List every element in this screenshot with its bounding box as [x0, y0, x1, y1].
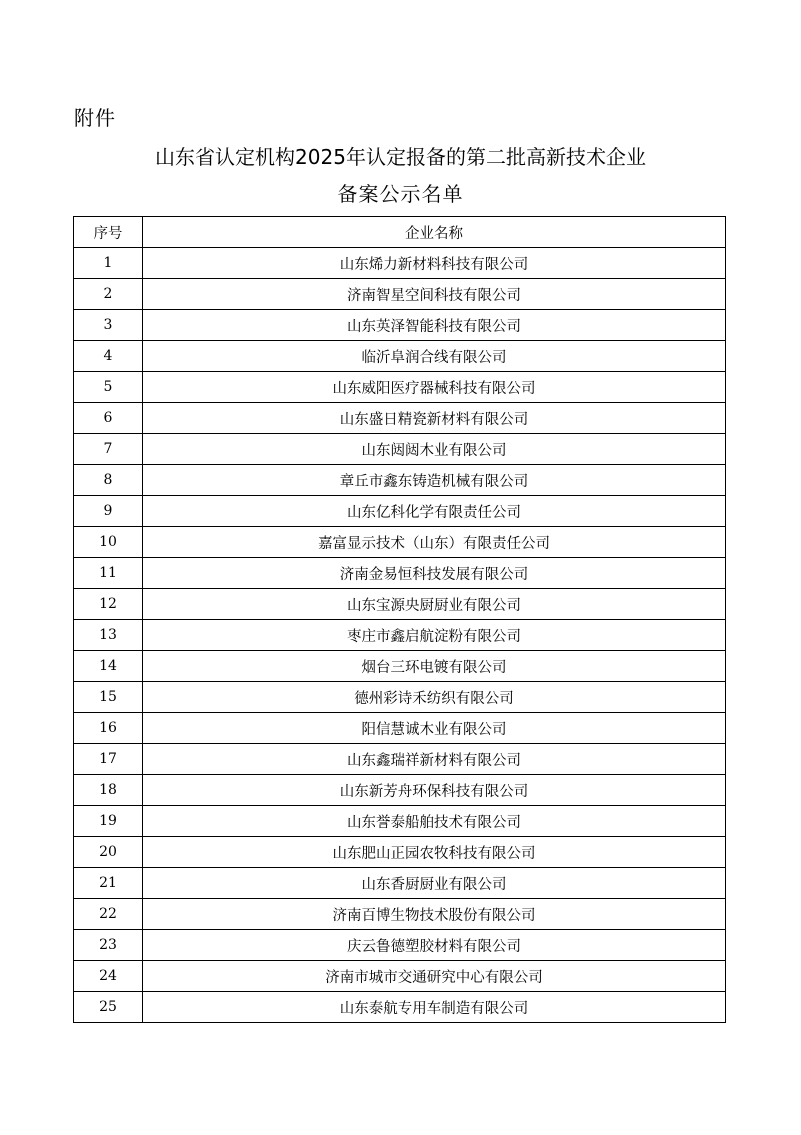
row-number: 20 [74, 837, 143, 868]
table-row [74, 465, 726, 496]
company-name: 阳信慧诚木业有限公司 [143, 713, 726, 744]
row-number: 14 [74, 651, 143, 682]
row-number: 6 [74, 403, 143, 434]
company-name: 临沂阜润合线有限公司 [143, 341, 726, 372]
row-number: 19 [74, 806, 143, 837]
company-name: 山东烯力新材料科技有限公司 [143, 248, 726, 279]
table-row [74, 558, 726, 589]
row-number: 3 [74, 310, 143, 341]
company-name: 章丘市鑫东铸造机械有限公司 [143, 465, 726, 496]
table-row [74, 837, 726, 868]
row-number: 2 [74, 279, 143, 310]
table-header-row [74, 217, 726, 248]
company-name: 山东英泽智能科技有限公司 [143, 310, 726, 341]
row-number: 7 [74, 434, 143, 465]
table-row [74, 434, 726, 465]
table-row [74, 930, 726, 961]
row-number: 21 [74, 868, 143, 899]
table-row [74, 496, 726, 527]
company-name: 山东肥山正园农牧科技有限公司 [143, 837, 726, 868]
header-serial-number: 序号 [74, 217, 143, 248]
table-row [74, 341, 726, 372]
table-row [74, 775, 726, 806]
table-row [74, 651, 726, 682]
table-row [74, 868, 726, 899]
company-name: 山东香厨厨业有限公司 [143, 868, 726, 899]
row-number: 24 [74, 961, 143, 992]
company-name: 嘉富显示技术（山东）有限责任公司 [143, 527, 726, 558]
table-row [74, 589, 726, 620]
company-name: 枣庄市鑫启航淀粉有限公司 [143, 620, 726, 651]
row-number: 17 [74, 744, 143, 775]
row-number: 23 [74, 930, 143, 961]
table-row [74, 403, 726, 434]
row-number: 4 [74, 341, 143, 372]
row-number: 5 [74, 372, 143, 403]
company-name: 德州彩诗禾纺织有限公司 [143, 682, 726, 713]
table-row [74, 682, 726, 713]
table-row [74, 248, 726, 279]
row-number: 25 [74, 992, 143, 1023]
table-row [74, 372, 726, 403]
row-number: 22 [74, 899, 143, 930]
table-row [74, 992, 726, 1023]
company-name: 济南金易恒科技发展有限公司 [143, 558, 726, 589]
company-name: 山东亿科化学有限责任公司 [143, 496, 726, 527]
row-number: 18 [74, 775, 143, 806]
table-row [74, 310, 726, 341]
company-name: 烟台三环电镀有限公司 [143, 651, 726, 682]
header-company-name: 企业名称 [143, 217, 726, 248]
company-name: 济南智星空间科技有限公司 [143, 279, 726, 310]
row-number: 9 [74, 496, 143, 527]
row-number: 8 [74, 465, 143, 496]
company-name: 济南市城市交通研究中心有限公司 [143, 961, 726, 992]
table-row [74, 806, 726, 837]
company-name: 山东新芳舟环保科技有限公司 [143, 775, 726, 806]
attachment-label: 附件 [74, 106, 116, 130]
table-row [74, 279, 726, 310]
table-row [74, 527, 726, 558]
company-name: 山东盛日精瓷新材料有限公司 [143, 403, 726, 434]
table-row [74, 620, 726, 651]
table-row [74, 744, 726, 775]
company-name: 山东誉泰船舶技术有限公司 [143, 806, 726, 837]
company-list-table [73, 216, 726, 1023]
company-name: 山东泰航专用车制造有限公司 [143, 992, 726, 1023]
row-number: 13 [74, 620, 143, 651]
table-body [74, 248, 726, 1023]
document-title-line2: 备案公示名单 [337, 182, 464, 206]
table-row [74, 961, 726, 992]
company-name: 庆云鲁德塑胶材料有限公司 [143, 930, 726, 961]
row-number: 11 [74, 558, 143, 589]
table-row [74, 713, 726, 744]
company-name: 山东宝源央厨厨业有限公司 [143, 589, 726, 620]
row-number: 1 [74, 248, 143, 279]
row-number: 16 [74, 713, 143, 744]
company-name: 山东鑫瑞祥新材料有限公司 [143, 744, 726, 775]
row-number: 10 [74, 527, 143, 558]
company-name: 山东闼闼木业有限公司 [143, 434, 726, 465]
table-row [74, 899, 726, 930]
row-number: 12 [74, 589, 143, 620]
document-title-line1: 山东省认定机构2025年认定报备的第二批高新技术企业 [155, 145, 646, 169]
company-name: 山东威阳医疗器械科技有限公司 [143, 372, 726, 403]
row-number: 15 [74, 682, 143, 713]
company-name: 济南百博生物技术股份有限公司 [143, 899, 726, 930]
